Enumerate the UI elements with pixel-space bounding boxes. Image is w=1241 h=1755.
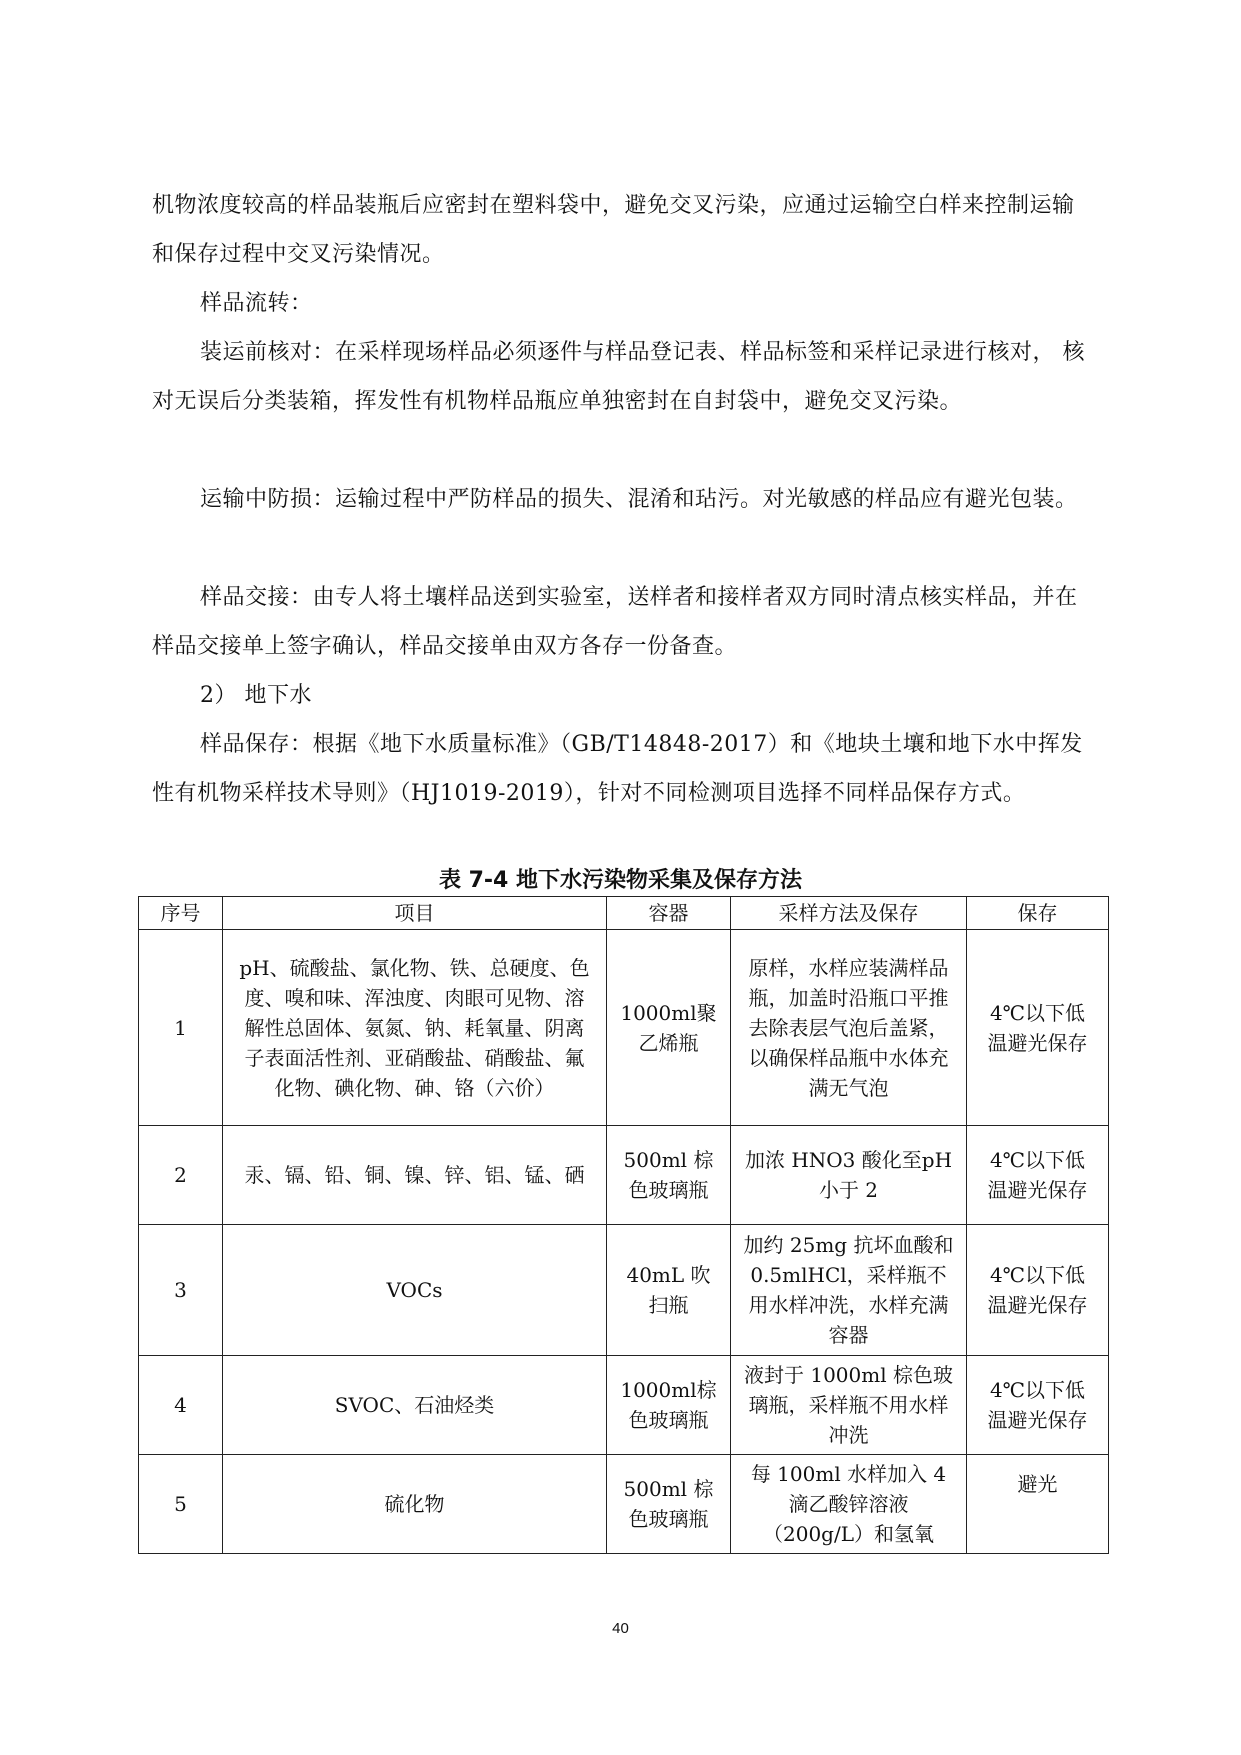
table-cell: 原样，水样应装满样品瓶，加盖时沿瓶口平推去除表层气泡后盖紧，以确保样品瓶中水体充满无气泡 (731, 930, 967, 1126)
table-cell: 4℃以下低温避光保存 (967, 1356, 1109, 1455)
table-row (139, 1455, 1109, 1554)
table-cell: 4 (139, 1356, 223, 1455)
table-cell: SVOC、石油烃类 (223, 1356, 607, 1455)
table-header-row (139, 897, 1109, 930)
header-cell: 容器 (607, 897, 731, 930)
header-cell: 序号 (139, 897, 223, 930)
table-cell: 加浓 HNO3 酸化至pH 小于 2 (731, 1126, 967, 1225)
table-cell: 每 100ml 水样加入 4 滴乙酸锌溶液（200g/L）和氢氧 (731, 1455, 967, 1554)
table-title: 表 7-4 地下水污染物采集及保存方法 (438, 868, 803, 893)
table-cell: VOCs (223, 1225, 607, 1356)
table-cell: 5 (139, 1455, 223, 1554)
subheading-groundwater: 2） 地下水 (200, 683, 312, 708)
paragraph-2: 样品流转： (200, 291, 313, 316)
paragraph-5: 样品交接：由专人将土壤样品送到实验室，送样者和接样者双方同时清点核实样品，并在样品交接单上签字确认，样品交接单由双方各存一份备查。 (152, 585, 1078, 659)
table-cell: 500ml 棕色玻璃瓶 (607, 1126, 731, 1225)
header-cell: 保存 (967, 897, 1109, 930)
table-cell: 加约 25mg 抗坏血酸和 0.5mlHCl，采样瓶不用水样冲洗，水样充满容器 (731, 1225, 967, 1356)
header-cell: 项目 (223, 897, 607, 930)
table-cell: 4℃以下低温避光保存 (967, 930, 1109, 1126)
paragraph-4: 运输中防损：运输过程中严防样品的损失、混淆和玷污。对光敏感的样品应有避光包装。 (200, 487, 1078, 512)
table-cell: 1 (139, 930, 223, 1126)
paragraph-3: 装运前核对：在采样现场样品必须逐件与样品登记表、样品标签和采样记录进行核对， 核对无误后分类装箱，挥发性有机物样品瓶应单独密封在自封袋中，避免交叉污染。 (152, 340, 1085, 414)
table-cell: 4℃以下低温避光保存 (967, 1126, 1109, 1225)
page-number: 40 (612, 1620, 629, 1637)
table-cell: 汞、镉、铅、铜、镍、锌、铝、锰、硒 (223, 1126, 607, 1225)
table-cell: pH、硫酸盐、氯化物、铁、总硬度、色度、嗅和味、浑浊度、肉眼可见物、溶解性总固体、氨氮、钠、耗氧量、阴离子表面活性剂、亚硝酸盐、硝酸盐、氟化物、碘化物、砷、铬（六价） (223, 930, 607, 1126)
table-cell: 液封于 1000ml 棕色玻璃瓶，采样瓶不用水样冲洗 (731, 1356, 967, 1455)
table-row (139, 1126, 1109, 1225)
paragraph-6: 样品保存：根据《地下水质量标准》（GB/T14848-2017）和《地块土壤和地下水中挥发性有机物采样技术导则》（HJ1019-2019），针对不同检测项目选择不同样品保存方式。 (152, 732, 1083, 806)
table-cell: 1000ml聚乙烯瓶 (607, 930, 731, 1126)
table-row (139, 1356, 1109, 1455)
table-cell: 1000ml棕色玻璃瓶 (607, 1356, 731, 1455)
table-cell: 500ml 棕色玻璃瓶 (607, 1455, 731, 1554)
header-cell: 采样方法及保存 (731, 897, 967, 930)
table-row (139, 1225, 1109, 1356)
table-cell: 40mL 吹扫瓶 (607, 1225, 731, 1356)
table-cell: 硫化物 (223, 1455, 607, 1554)
table-cell: 4℃以下低温避光保存 (967, 1225, 1109, 1356)
table-cell: 避光 (967, 1455, 1109, 1554)
table-row (139, 930, 1109, 1126)
table-cell: 3 (139, 1225, 223, 1356)
paragraph-1: 机物浓度较高的样品装瓶后应密封在塑料袋中，避免交叉污染，应通过运输空白样来控制运输和保存过程中交叉污染情况。 (152, 193, 1075, 267)
groundwater-sampling-table (138, 896, 1109, 1554)
table-cell: 2 (139, 1126, 223, 1225)
